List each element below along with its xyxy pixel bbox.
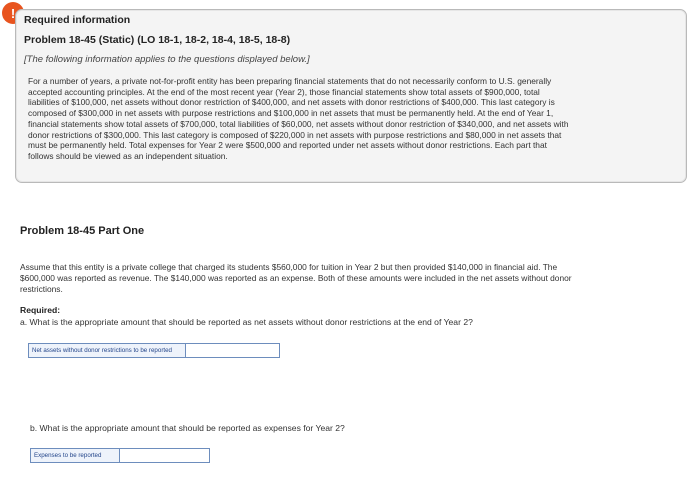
scenario-text: For a number of years, a private not-for-profit entity has been preparing financial statements that do not necessarily conform to U.S. generally accepted accounting principles. At the end of the most recent year (Year 2), those financial statements show total assets of $900,000, total liabilities of $100,000, net assets without donor restriction of $400,000, and net assets with donor restrictions of $400,000. This last category is composed of $300,000 in net assets with purpose restrictions and $100,000 in net assets that must be permanently held. At the end of Year 1, financial statements show total assets of $700,000, total liabilities of $60,000, net assets without donor restriction of $340,000, and net assets with donor restrictions of $300,000. This last category is composed of $220,000 in net assets with purpose restrictions and $80,000 in net assets that must be permanently held. Total expenses for Year 2 were $500,000 and reported under net assets without donor restrictions. Each part that follows should be viewed as an independent situation. — [28, 76, 569, 161]
answer-b-label: Expenses to be reported — [30, 448, 120, 463]
answer-b-input[interactable] — [120, 448, 210, 463]
question-a: a. What is the appropriate amount that should be reported as net assets without donor restrictions at the end of Year 2? — [20, 317, 473, 327]
info-alert-icon: ! — [2, 2, 24, 24]
problem-title: Problem 18-45 (Static) (LO 18-1, 18-2, 18-4, 18-5, 18-8) — [24, 34, 291, 46]
required-information-heading: Required information — [24, 14, 131, 26]
answer-a-label: Net assets without donor restrictions to be reported — [28, 343, 186, 358]
assumption-text: Assume that this entity is a private college that charged its students $560,000 for tuition in Year 2 but then provided $140,000 in financial aid. The $600,000 was reported as revenue. The $140,000 was reported as an expense. Both of these amounts were included in the net assets without donor restrictions. — [20, 262, 572, 294]
applies-note: [The following information applies to the questions displayed below.] — [24, 54, 310, 65]
part-title: Problem 18-45 Part One — [20, 225, 145, 237]
question-b: b. What is the appropriate amount that should be reported as expenses for Year 2? — [30, 423, 345, 433]
required-label: Required: — [20, 305, 61, 315]
answer-row-b — [30, 448, 210, 463]
answer-a-input[interactable] — [186, 343, 280, 358]
answer-row-a — [28, 343, 280, 358]
